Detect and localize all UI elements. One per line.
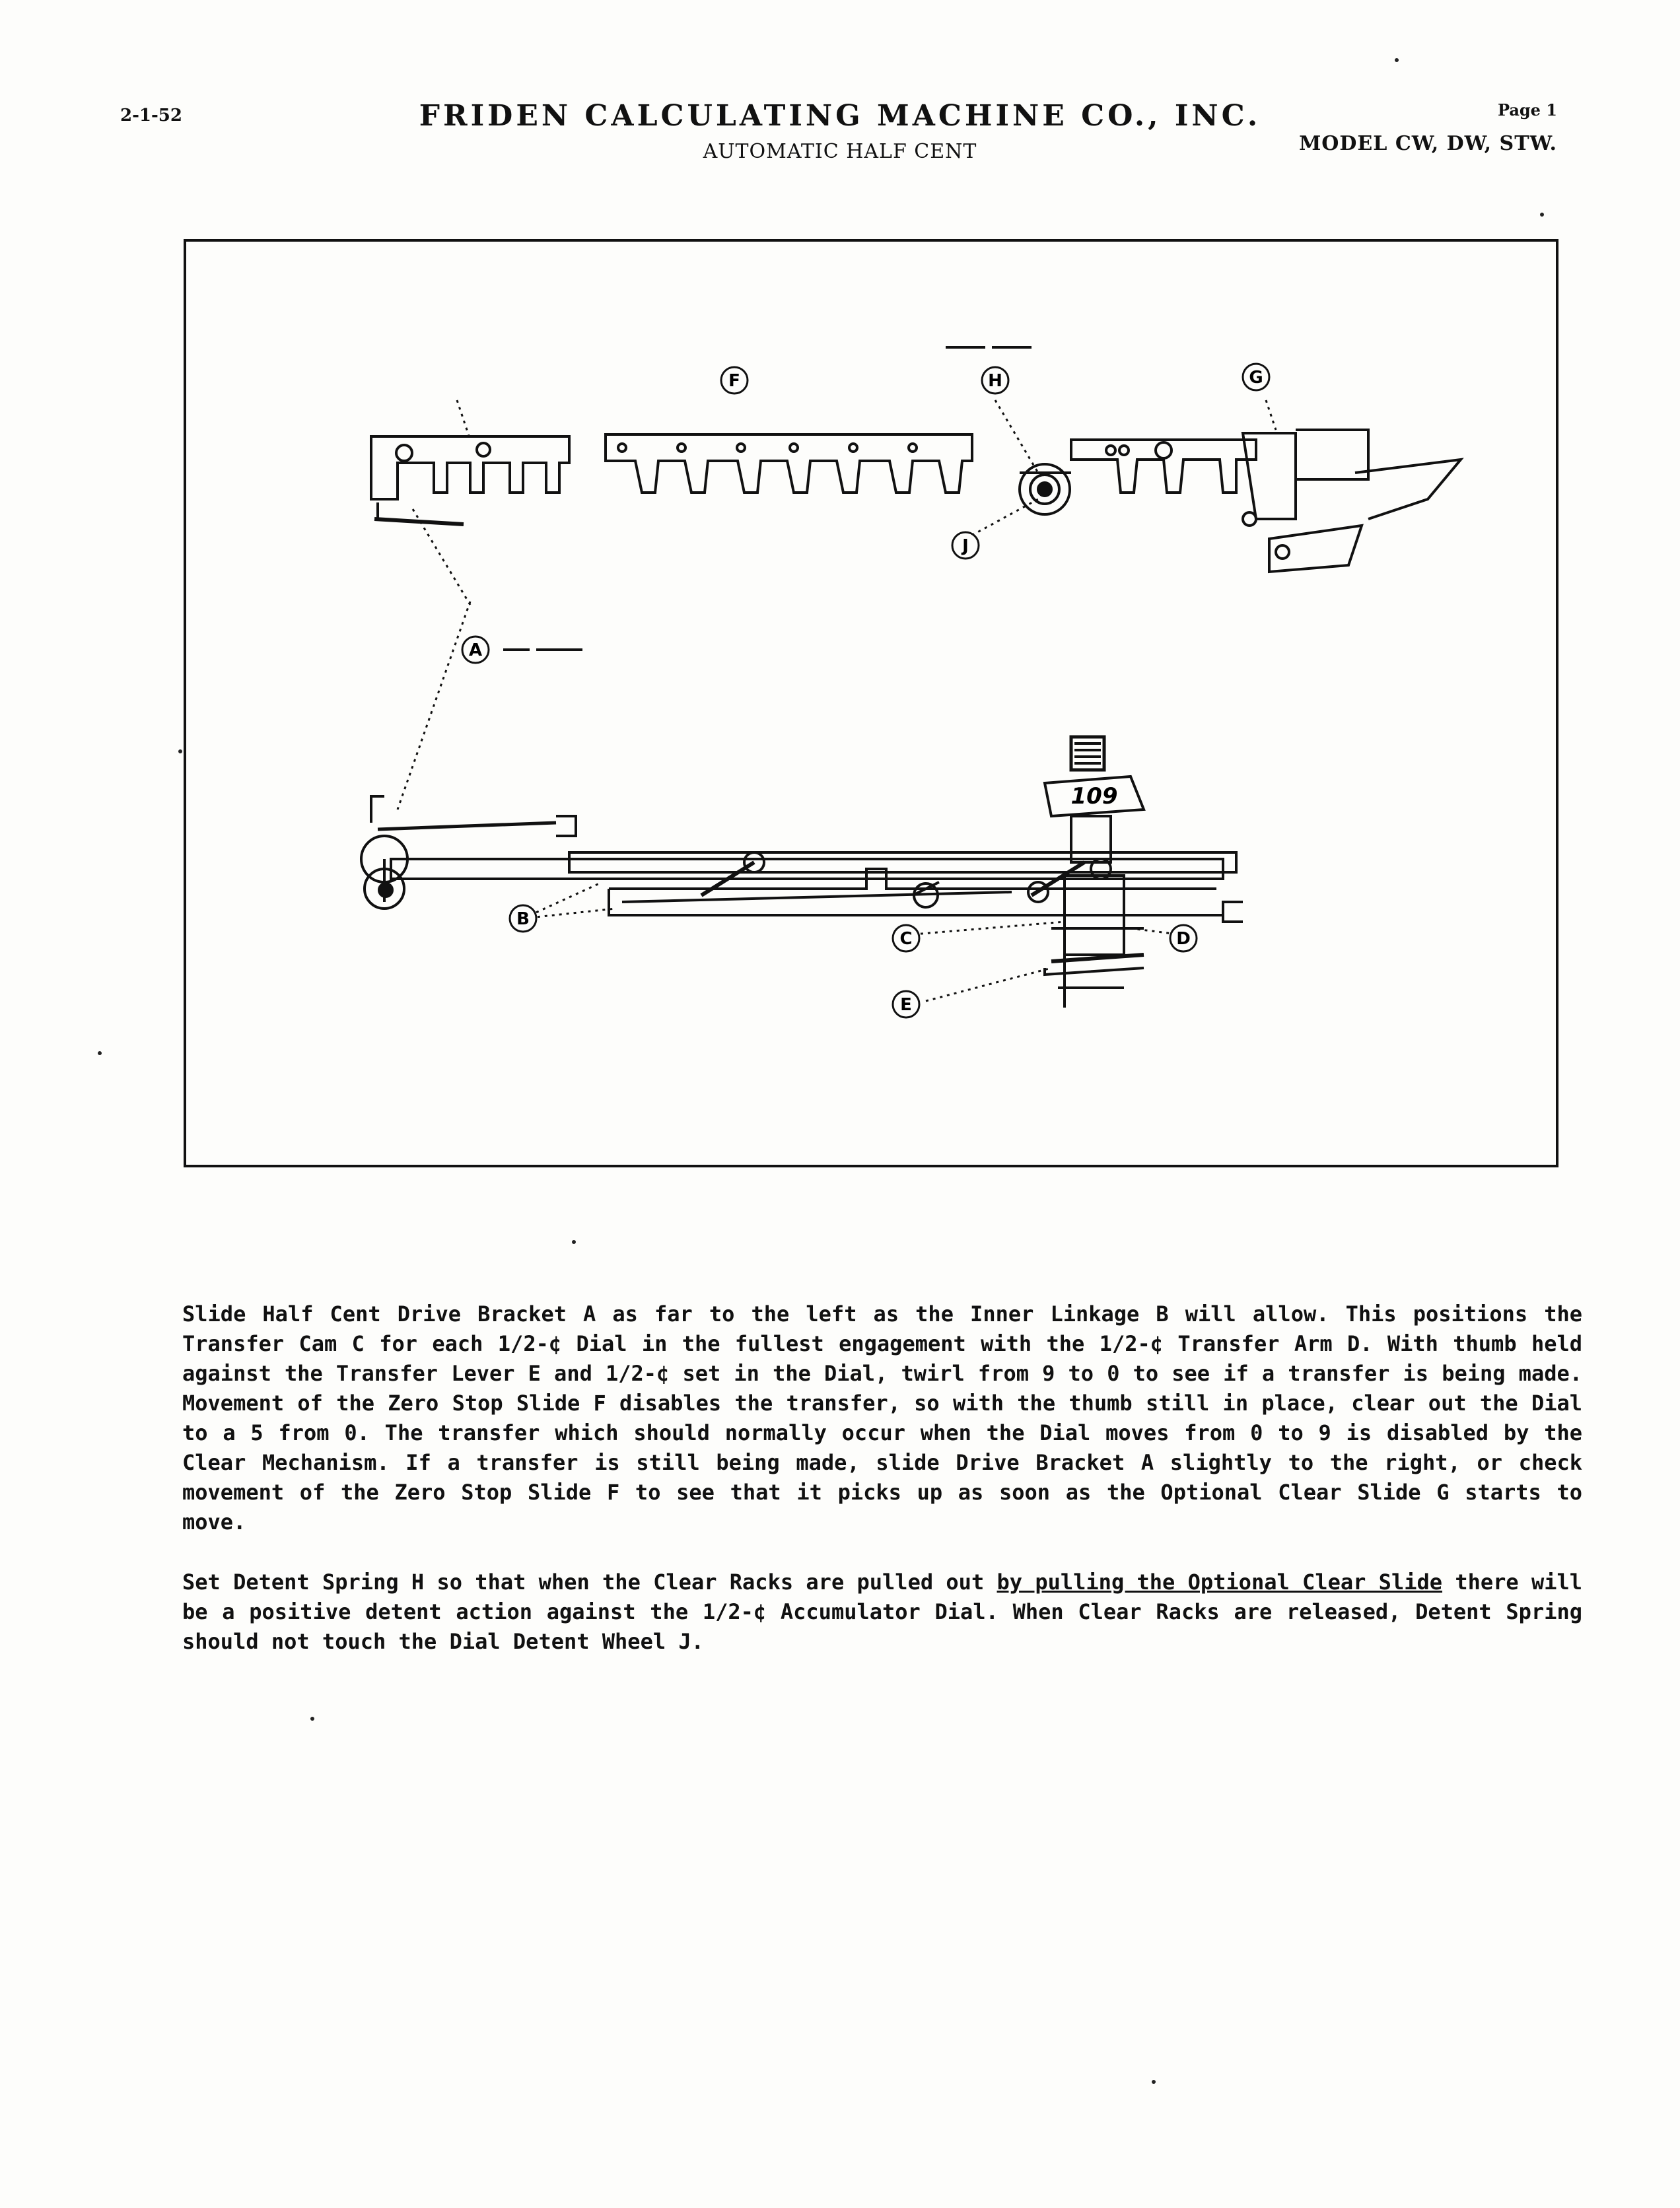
scan-speck — [1540, 213, 1544, 217]
svg-text:D: D — [1176, 929, 1191, 949]
callout-h — [982, 367, 1008, 394]
drive-bracket-upper — [371, 436, 569, 524]
optional-clear-slide — [1071, 430, 1461, 572]
diagram-drawing — [186, 242, 1556, 1165]
svg-text:B: B — [516, 909, 530, 929]
page-number: Page 1 — [1497, 100, 1557, 120]
company-title: FRIDEN CALCULATING MACHINE CO., INC. — [419, 99, 1261, 133]
scan-speck — [1395, 58, 1399, 62]
callout-e — [893, 991, 919, 1018]
svg-text:A: A — [468, 640, 483, 660]
mechanism-diagram — [184, 239, 1558, 1167]
dial-detent-wheel — [1020, 464, 1071, 514]
scan-speck — [178, 749, 182, 753]
svg-text:F: F — [728, 371, 740, 391]
svg-text:H: H — [988, 371, 1002, 391]
callout-j — [952, 532, 979, 559]
svg-text:E: E — [900, 995, 912, 1015]
callout-g — [1243, 364, 1269, 390]
callout-f — [721, 367, 748, 394]
paragraph-2: Set Detent Spring H so that when the Clear Racks are pulled out by pulling the Optional Clear Slide there will be a positive detent action against the 1/2-¢ Accumulator Dial. When Clear Racks are released, Detent Spring should not touch the Dial Detent Wheel J. — [182, 1570, 1583, 1654]
svg-text:J: J — [962, 536, 969, 556]
callout-a — [462, 637, 489, 663]
model-line: MODEL CW, DW, STW. — [1299, 132, 1557, 155]
scan-speck — [98, 1051, 102, 1055]
scan-speck — [572, 1240, 576, 1244]
callout-b — [510, 905, 536, 932]
svg-text:C: C — [899, 929, 913, 949]
paragraph-1: Slide Half Cent Drive Bracket A as far to the left as the Inner Linkage B will allow. This positions the Transfer Cam C for each 1/2-¢ Dial in the fullest engagement with the 1/2-¢ Transfer Arm D. With thumb held against the Transfer Lever E and 1/2-¢ set in the Dial, twirl from 9 to 0 to see if a transfer is being made. Movement of the Zero Stop Slide F disables the transfer, so with the thumb still in place, clear out the Dial to a 5 from 0. The transfer which should normally occur when the Dial moves from 0 to 9 is disabled by the Clear Mechanism. If a transfer is still being made, slide Drive Bracket A slightly to the right, or check movement of the Zero Stop Slide F to see that it picks up as soon as the Optional Clear Slide G starts to move. — [182, 1301, 1582, 1535]
scan-speck — [1152, 2080, 1156, 2084]
document-date: 2-1-52 — [120, 106, 182, 125]
scan-speck — [310, 1717, 314, 1721]
instruction-text — [182, 1299, 1582, 1687]
svg-text:G: G — [1249, 368, 1263, 388]
zero-stop-slide — [606, 434, 972, 493]
callout-d — [1170, 925, 1197, 951]
callout-c — [893, 925, 919, 951]
document-subtitle: AUTOMATIC HALF CENT — [703, 140, 977, 163]
dial-number: 109 — [1070, 783, 1118, 810]
